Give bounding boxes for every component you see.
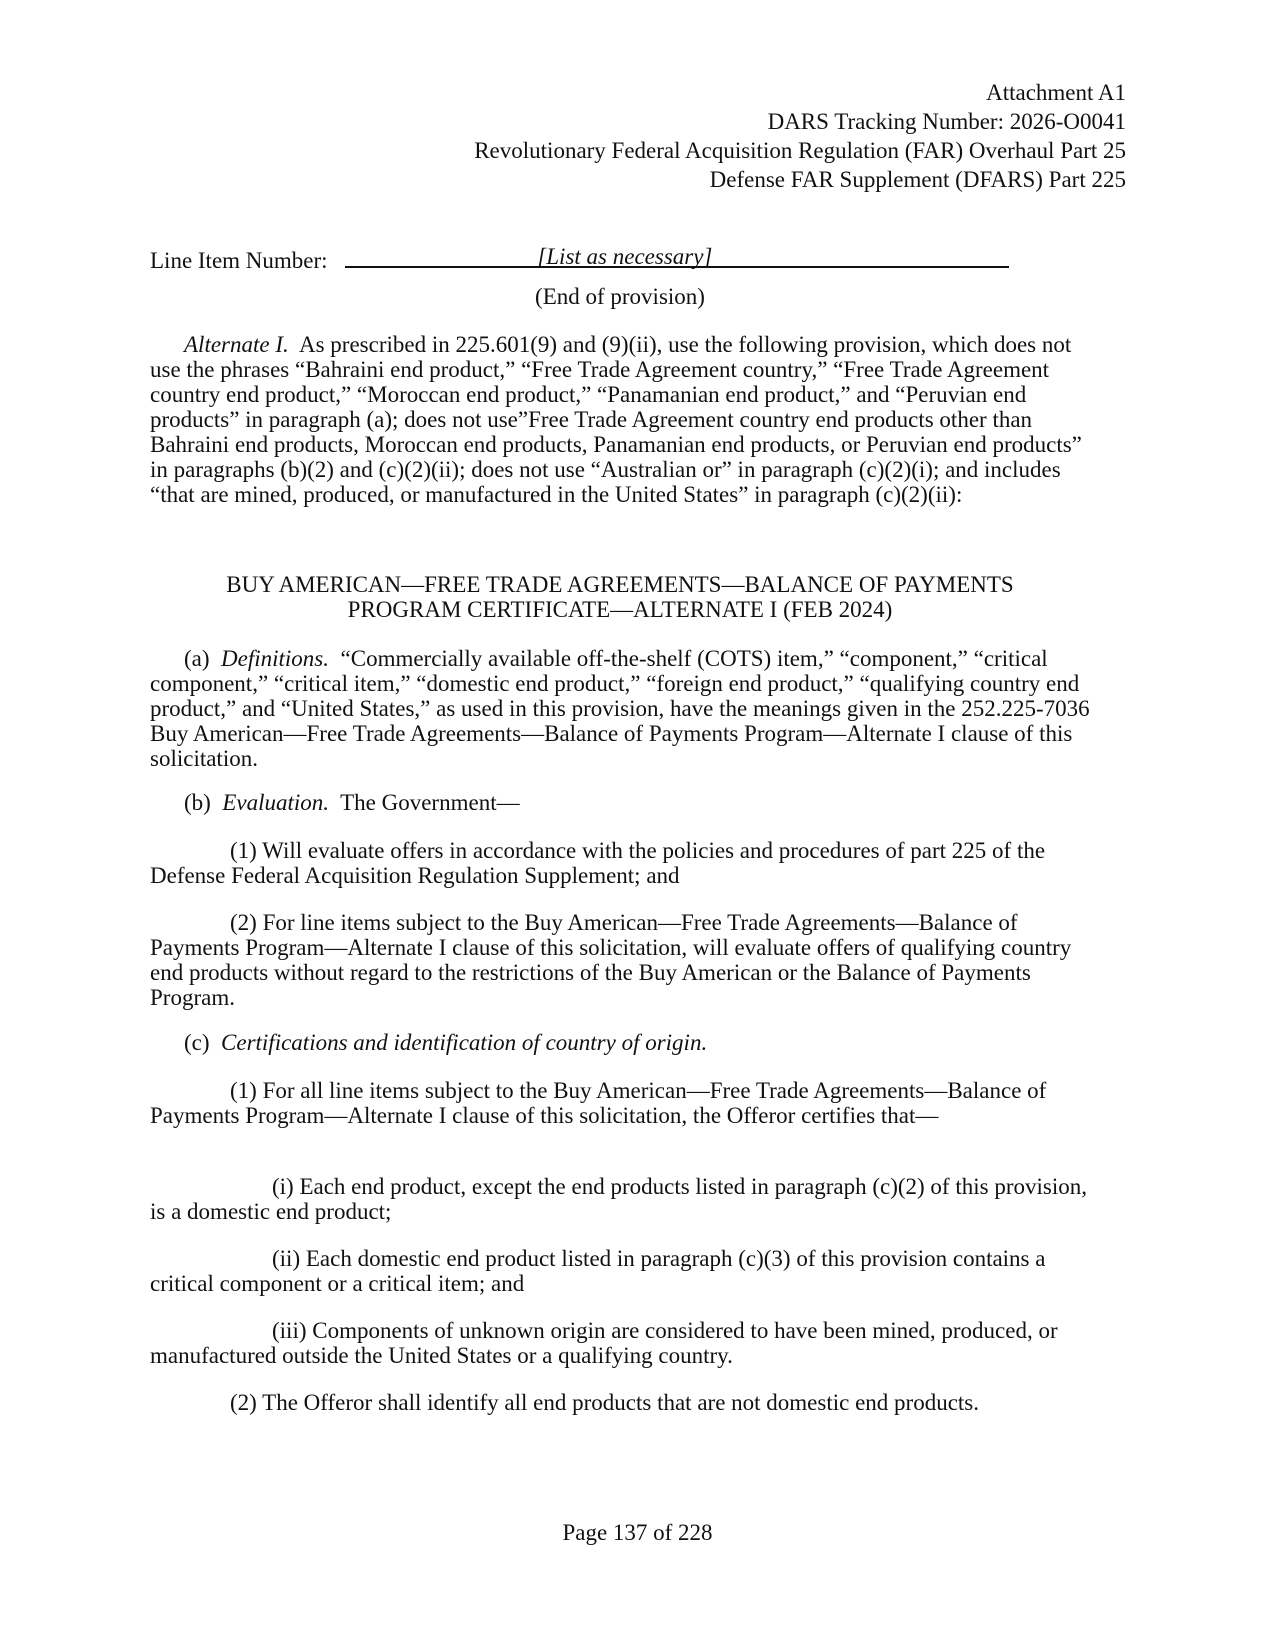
paragraph-a	[150, 646, 1090, 771]
tracking-number: DARS Tracking Number: 2026-O0041	[767, 109, 1126, 134]
document-header	[474, 78, 1126, 194]
line-item-placeholder: [List as necessary]	[537, 244, 713, 269]
end-of-provision: (End of provision)	[535, 284, 705, 309]
paragraph-c1-i: (i) Each end product, except the end products listed in paragraph (c)(2) of this provision, is a domestic end product;	[150, 1174, 1087, 1224]
paragraph-c1-ii: (ii) Each domestic end product listed in paragraph (c)(3) of this provision contains a critical component or a critical item; and	[150, 1246, 1046, 1296]
provision-title-line1: BUY AMERICAN—FREE TRADE AGREEMENTS—BALANCE OF PAYMENTS	[226, 572, 1014, 597]
provision-title	[150, 572, 1090, 622]
paragraph-a-number: (a)	[184, 646, 210, 671]
alternate-paragraph	[150, 332, 1090, 507]
line-item-field	[150, 244, 1009, 273]
paragraph-b	[150, 790, 1090, 815]
page-number: Page 137 of 228	[562, 1520, 713, 1545]
paragraph-b2: (2) For line items subject to the Buy American—Free Trade Agreements—Balance of Payments Program—Alternate I clause of this solicitation, will evaluate offers of qualifying country end products without regard to the restrictions of the Buy American or the Balance of Payments Program.	[150, 910, 1072, 1010]
paragraph-c2: (2) The Offeror shall identify all end products that are not domestic end products.	[230, 1390, 979, 1415]
paragraph-b-text: The Government—	[340, 790, 520, 815]
paragraph-b-number: (b)	[184, 790, 211, 815]
paragraph-a-text: “Commercially available off-the-shelf (COTS) item,” “component,” “critical component,” “critical item,” “domestic end product,” “foreign end product,” “qualifying country end product,” and “United States,” as used in this provision, have the meanings given in the 252.225-7036 Buy American—Free Trade Agreements—Balance of Payments Program—Alternate I clause of this solicitation.	[150, 646, 1090, 771]
line-item-label: Line Item Number:	[150, 248, 328, 273]
paragraph-c1-iii: (iii) Components of unknown origin are considered to have been mined, produced, or manufactured outside the United States or a qualifying country.	[150, 1318, 1058, 1368]
regulation-title: Revolutionary Federal Acquisition Regulation (FAR) Overhaul Part 25	[474, 138, 1126, 163]
alternate-text: As prescribed in 225.601(9) and (9)(ii), use the following provision, which does not use the phrases “Bahraini end product,” “Free Trade Agreement country,” “Free Trade Agreement country end product,” “Moroccan end product,” “Panamanian end product,” and “Peruvian end products” in paragraph (a); does not use”Free Trade Agreement country end products other than Bahraini end products, Moroccan end products, Panamanian end products, or Peruvian end products” in paragraphs (b)(2) and (c)(2)(ii); does not use “Australian or” in paragraph (c)(2)(i); and includes “that are mined, produced, or manufactured in the United States” in paragraph (c)(2)(ii):	[150, 332, 1082, 507]
paragraph-c-heading: Certifications and identification of country of origin.	[221, 1030, 708, 1055]
alternate-label: Alternate I.	[184, 332, 289, 357]
attachment-label: Attachment A1	[986, 80, 1126, 105]
line-item-blank	[345, 244, 1009, 268]
paragraph-b-heading: Evaluation.	[222, 790, 330, 815]
paragraph-a-heading: Definitions.	[221, 646, 330, 671]
supplement-title: Defense FAR Supplement (DFARS) Part 225	[709, 167, 1126, 192]
provision-title-line2: PROGRAM CERTIFICATE—ALTERNATE I (FEB 2024)	[347, 597, 893, 622]
paragraph-c	[150, 1030, 1090, 1055]
paragraph-c-number: (c)	[184, 1030, 210, 1055]
paragraph-c1: (1) For all line items subject to the Buy American—Free Trade Agreements—Balance of Payments Program—Alternate I clause of this solicitation, the Offeror certifies that—	[150, 1078, 1047, 1128]
paragraph-b1: (1) Will evaluate offers in accordance with the policies and procedures of part 225 of the Defense Federal Acquisition Regulation Supplement; and	[150, 838, 1046, 888]
